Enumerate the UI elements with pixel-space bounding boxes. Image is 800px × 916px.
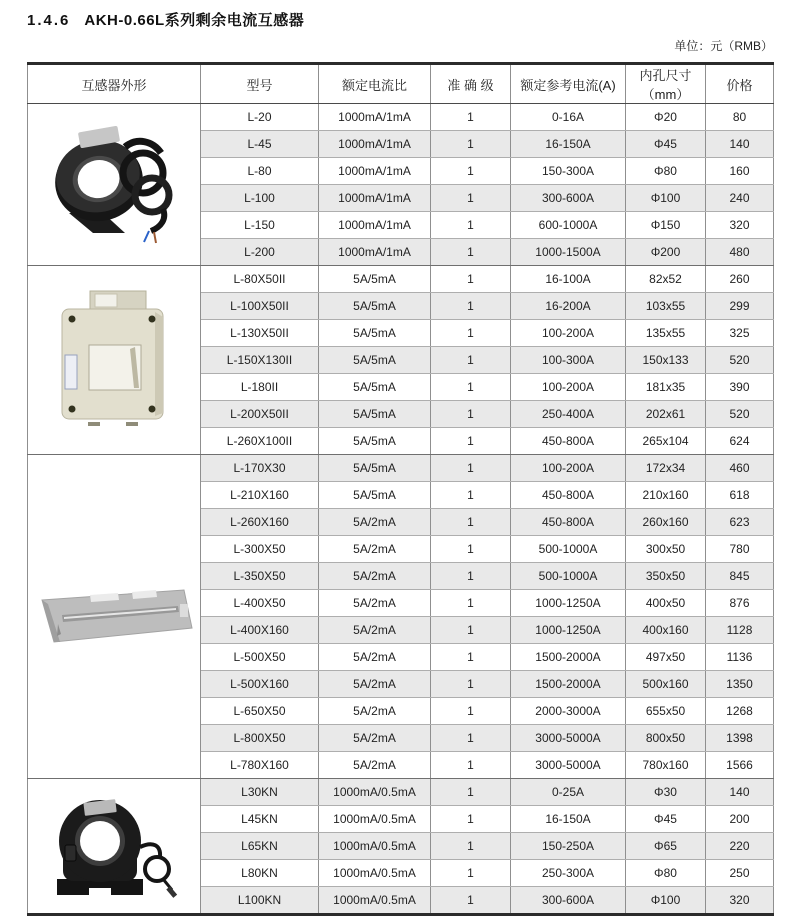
accuracy-cell: 1 (431, 509, 511, 536)
hole-size-cell: Φ45 (626, 806, 706, 833)
ref-current-cell: 1500-2000A (511, 671, 626, 698)
price-cell: 140 (706, 779, 774, 806)
price-cell: 480 (706, 239, 774, 266)
unit-note: 单位：元（RMB） (674, 39, 773, 53)
ref-current-cell: 0-25A (511, 779, 626, 806)
ref-current-cell: 450-800A (511, 428, 626, 455)
accuracy-cell: 1 (431, 752, 511, 779)
accuracy-cell: 1 (431, 887, 511, 915)
table-row (28, 266, 774, 293)
page-title (27, 12, 773, 30)
accuracy-cell: 1 (431, 833, 511, 860)
model-cell: L-500X50 (201, 644, 319, 671)
ref-current-cell: 2000-3000A (511, 698, 626, 725)
price-cell: 390 (706, 374, 774, 401)
column-header-model: 型号 (201, 64, 319, 104)
round-ct-image-cell (28, 779, 201, 915)
ref-current-cell: 0-16A (511, 104, 626, 131)
hole-size-cell: 497x50 (626, 644, 706, 671)
model-cell: L-100X50II (201, 293, 319, 320)
hole-size-cell: 260x160 (626, 509, 706, 536)
column-header-ratio: 额定电流比 (319, 64, 431, 104)
ref-current-cell: 16-150A (511, 131, 626, 158)
price-cell: 140 (706, 131, 774, 158)
price-cell: 520 (706, 401, 774, 428)
price-cell: 260 (706, 266, 774, 293)
model-cell: L-650X50 (201, 698, 319, 725)
ring-ct-image-cell (28, 104, 201, 266)
model-cell: L-170X30 (201, 455, 319, 482)
hole-size-cell: 210x160 (626, 482, 706, 509)
ratio-cell: 1000mA/1mA (319, 104, 431, 131)
ratio-cell: 1000mA/0.5mA (319, 887, 431, 915)
model-cell: L-260X100II (201, 428, 319, 455)
price-cell: 80 (706, 104, 774, 131)
model-cell: L-80 (201, 158, 319, 185)
ratio-cell: 5A/5mA (319, 374, 431, 401)
model-cell: L80KN (201, 860, 319, 887)
price-cell: 780 (706, 536, 774, 563)
accuracy-cell: 1 (431, 725, 511, 752)
accuracy-cell: 1 (431, 860, 511, 887)
ref-current-cell: 16-150A (511, 806, 626, 833)
ratio-cell: 1000mA/1mA (319, 212, 431, 239)
ratio-cell: 1000mA/1mA (319, 131, 431, 158)
ref-current-cell: 3000-5000A (511, 725, 626, 752)
price-cell: 250 (706, 860, 774, 887)
model-cell: L-400X160 (201, 617, 319, 644)
price-cell: 1136 (706, 644, 774, 671)
table-header (28, 64, 774, 104)
hole-size-cell: Φ45 (626, 131, 706, 158)
hole-size-cell: 181x35 (626, 374, 706, 401)
hole-size-cell: 300x50 (626, 536, 706, 563)
busbar-transformer-photo (32, 578, 197, 656)
ratio-cell: 5A/2mA (319, 752, 431, 779)
ratio-cell: 5A/5mA (319, 482, 431, 509)
model-cell: L65KN (201, 833, 319, 860)
ratio-cell: 1000mA/0.5mA (319, 779, 431, 806)
accuracy-cell: 1 (431, 320, 511, 347)
hole-size-cell: Φ100 (626, 887, 706, 915)
model-cell: L30KN (201, 779, 319, 806)
accuracy-cell: 1 (431, 428, 511, 455)
ref-current-cell: 500-1000A (511, 536, 626, 563)
table-row (28, 104, 774, 131)
model-cell: L-260X160 (201, 509, 319, 536)
price-cell: 460 (706, 455, 774, 482)
accuracy-cell: 1 (431, 698, 511, 725)
hole-size-cell: 780x160 (626, 752, 706, 779)
accuracy-cell: 1 (431, 293, 511, 320)
ref-current-cell: 150-300A (511, 158, 626, 185)
price-cell: 240 (706, 185, 774, 212)
accuracy-cell: 1 (431, 131, 511, 158)
hole-size-cell: 202x61 (626, 401, 706, 428)
hole-size-cell: 350x50 (626, 563, 706, 590)
ratio-cell: 5A/2mA (319, 590, 431, 617)
price-cell: 200 (706, 806, 774, 833)
model-cell: L-45 (201, 131, 319, 158)
ref-current-cell: 150-250A (511, 833, 626, 860)
ref-current-cell: 450-800A (511, 482, 626, 509)
ref-current-cell: 1000-1250A (511, 590, 626, 617)
price-cell: 624 (706, 428, 774, 455)
ref-current-cell: 250-400A (511, 401, 626, 428)
price-cell: 618 (706, 482, 774, 509)
accuracy-cell: 1 (431, 617, 511, 644)
column-header-accuracy: 准 确 级 (431, 64, 511, 104)
hole-size-cell: 265x104 (626, 428, 706, 455)
ratio-cell: 5A/2mA (319, 536, 431, 563)
price-cell: 320 (706, 212, 774, 239)
model-cell: L-100 (201, 185, 319, 212)
column-header-hole-size: 内孔尺寸（mm） (626, 64, 706, 104)
ref-current-cell: 100-200A (511, 374, 626, 401)
hole-size-cell: 400x160 (626, 617, 706, 644)
accuracy-cell: 1 (431, 806, 511, 833)
accuracy-cell: 1 (431, 374, 511, 401)
hole-size-cell: 135x55 (626, 320, 706, 347)
accuracy-cell: 1 (431, 482, 511, 509)
ratio-cell: 5A/2mA (319, 617, 431, 644)
model-cell: L100KN (201, 887, 319, 915)
ref-current-cell: 300-600A (511, 887, 626, 915)
ratio-cell: 5A/2mA (319, 725, 431, 752)
header-row (28, 64, 774, 104)
ref-current-cell: 3000-5000A (511, 752, 626, 779)
ref-current-cell: 450-800A (511, 509, 626, 536)
hole-size-cell: 800x50 (626, 725, 706, 752)
ratio-cell: 5A/2mA (319, 698, 431, 725)
ratio-cell: 5A/5mA (319, 401, 431, 428)
table-row (28, 455, 774, 482)
ratio-cell: 5A/5mA (319, 266, 431, 293)
ref-current-cell: 300-600A (511, 185, 626, 212)
price-cell: 1566 (706, 752, 774, 779)
hole-size-cell: 400x50 (626, 590, 706, 617)
ratio-cell: 1000mA/0.5mA (319, 833, 431, 860)
model-cell: L-300X50 (201, 536, 319, 563)
price-cell: 1350 (706, 671, 774, 698)
hole-size-cell: 82x52 (626, 266, 706, 293)
price-cell: 1268 (706, 698, 774, 725)
ref-current-cell: 1000-1250A (511, 617, 626, 644)
ref-current-cell: 600-1000A (511, 212, 626, 239)
ratio-cell: 1000mA/0.5mA (319, 860, 431, 887)
accuracy-cell: 1 (431, 347, 511, 374)
column-header-price: 价格 (706, 64, 774, 104)
accuracy-cell: 1 (431, 779, 511, 806)
model-cell: L-150 (201, 212, 319, 239)
ring-transformer-photo (39, 119, 189, 251)
price-cell: 320 (706, 887, 774, 915)
price-cell: 160 (706, 158, 774, 185)
ref-current-cell: 1000-1500A (511, 239, 626, 266)
ref-current-cell: 500-1000A (511, 563, 626, 590)
hole-size-cell: Φ80 (626, 158, 706, 185)
hole-size-cell: Φ65 (626, 833, 706, 860)
accuracy-cell: 1 (431, 671, 511, 698)
model-cell: L-350X50 (201, 563, 319, 590)
price-cell: 299 (706, 293, 774, 320)
hole-size-cell: Φ150 (626, 212, 706, 239)
hole-size-cell: 150x133 (626, 347, 706, 374)
hole-size-cell: 500x160 (626, 671, 706, 698)
ratio-cell: 5A/5mA (319, 347, 431, 374)
ratio-cell: 5A/2mA (319, 671, 431, 698)
accuracy-cell: 1 (431, 536, 511, 563)
table-body (28, 104, 774, 915)
ref-current-cell: 1500-2000A (511, 644, 626, 671)
price-cell: 325 (706, 320, 774, 347)
accuracy-cell: 1 (431, 644, 511, 671)
model-cell: L-200X50II (201, 401, 319, 428)
square-ct-image-cell (28, 266, 201, 455)
ratio-cell: 1000mA/1mA (319, 239, 431, 266)
model-cell: L-780X160 (201, 752, 319, 779)
section-title-text: AKH-0.66L系列剩余电流互感器 (84, 12, 305, 29)
model-cell: L-150X130II (201, 347, 319, 374)
accuracy-cell: 1 (431, 455, 511, 482)
model-cell: L-180II (201, 374, 319, 401)
ratio-cell: 1000mA/0.5mA (319, 806, 431, 833)
model-cell: L-130X50II (201, 320, 319, 347)
accuracy-cell: 1 (431, 158, 511, 185)
model-cell: L-210X160 (201, 482, 319, 509)
hole-size-cell: Φ100 (626, 185, 706, 212)
ratio-cell: 5A/5mA (319, 293, 431, 320)
ratio-cell: 5A/5mA (319, 320, 431, 347)
busbar-ct-image-cell (28, 455, 201, 779)
ref-current-cell: 100-200A (511, 320, 626, 347)
ratio-cell: 5A/5mA (319, 455, 431, 482)
model-cell: L-400X50 (201, 590, 319, 617)
price-cell: 845 (706, 563, 774, 590)
hole-size-cell: Φ30 (626, 779, 706, 806)
table-row (28, 779, 774, 806)
square-transformer-photo (44, 285, 184, 435)
hole-size-cell: 172x34 (626, 455, 706, 482)
accuracy-cell: 1 (431, 212, 511, 239)
accuracy-cell: 1 (431, 104, 511, 131)
accuracy-cell: 1 (431, 185, 511, 212)
hole-size-cell: Φ20 (626, 104, 706, 131)
column-header-ref-current: 额定参考电流(A) (511, 64, 626, 104)
accuracy-cell: 1 (431, 401, 511, 428)
accuracy-cell: 1 (431, 563, 511, 590)
round-transformer-photo (39, 787, 189, 905)
ref-current-cell: 100-300A (511, 347, 626, 374)
ref-current-cell: 100-200A (511, 455, 626, 482)
price-cell: 876 (706, 590, 774, 617)
ratio-cell: 1000mA/1mA (319, 158, 431, 185)
model-cell: L45KN (201, 806, 319, 833)
section-number: 1.4.6 (27, 12, 71, 29)
ref-current-cell: 16-100A (511, 266, 626, 293)
price-cell: 1398 (706, 725, 774, 752)
ref-current-cell: 16-200A (511, 293, 626, 320)
column-header-appearance: 互感器外形 (28, 64, 201, 104)
price-cell: 1128 (706, 617, 774, 644)
ratio-cell: 5A/5mA (319, 428, 431, 455)
hole-size-cell: Φ80 (626, 860, 706, 887)
accuracy-cell: 1 (431, 590, 511, 617)
model-cell: L-20 (201, 104, 319, 131)
accuracy-cell: 1 (431, 239, 511, 266)
ratio-cell: 1000mA/1mA (319, 185, 431, 212)
model-cell: L-800X50 (201, 725, 319, 752)
ratio-cell: 5A/2mA (319, 563, 431, 590)
price-cell: 520 (706, 347, 774, 374)
model-cell: L-200 (201, 239, 319, 266)
ratio-cell: 5A/2mA (319, 509, 431, 536)
model-cell: L-80X50II (201, 266, 319, 293)
hole-size-cell: Φ200 (626, 239, 706, 266)
model-cell: L-500X160 (201, 671, 319, 698)
product-price-table (27, 62, 774, 916)
hole-size-cell: 655x50 (626, 698, 706, 725)
hole-size-cell: 103x55 (626, 293, 706, 320)
price-cell: 220 (706, 833, 774, 860)
ratio-cell: 5A/2mA (319, 644, 431, 671)
ref-current-cell: 250-300A (511, 860, 626, 887)
price-cell: 623 (706, 509, 774, 536)
accuracy-cell: 1 (431, 266, 511, 293)
